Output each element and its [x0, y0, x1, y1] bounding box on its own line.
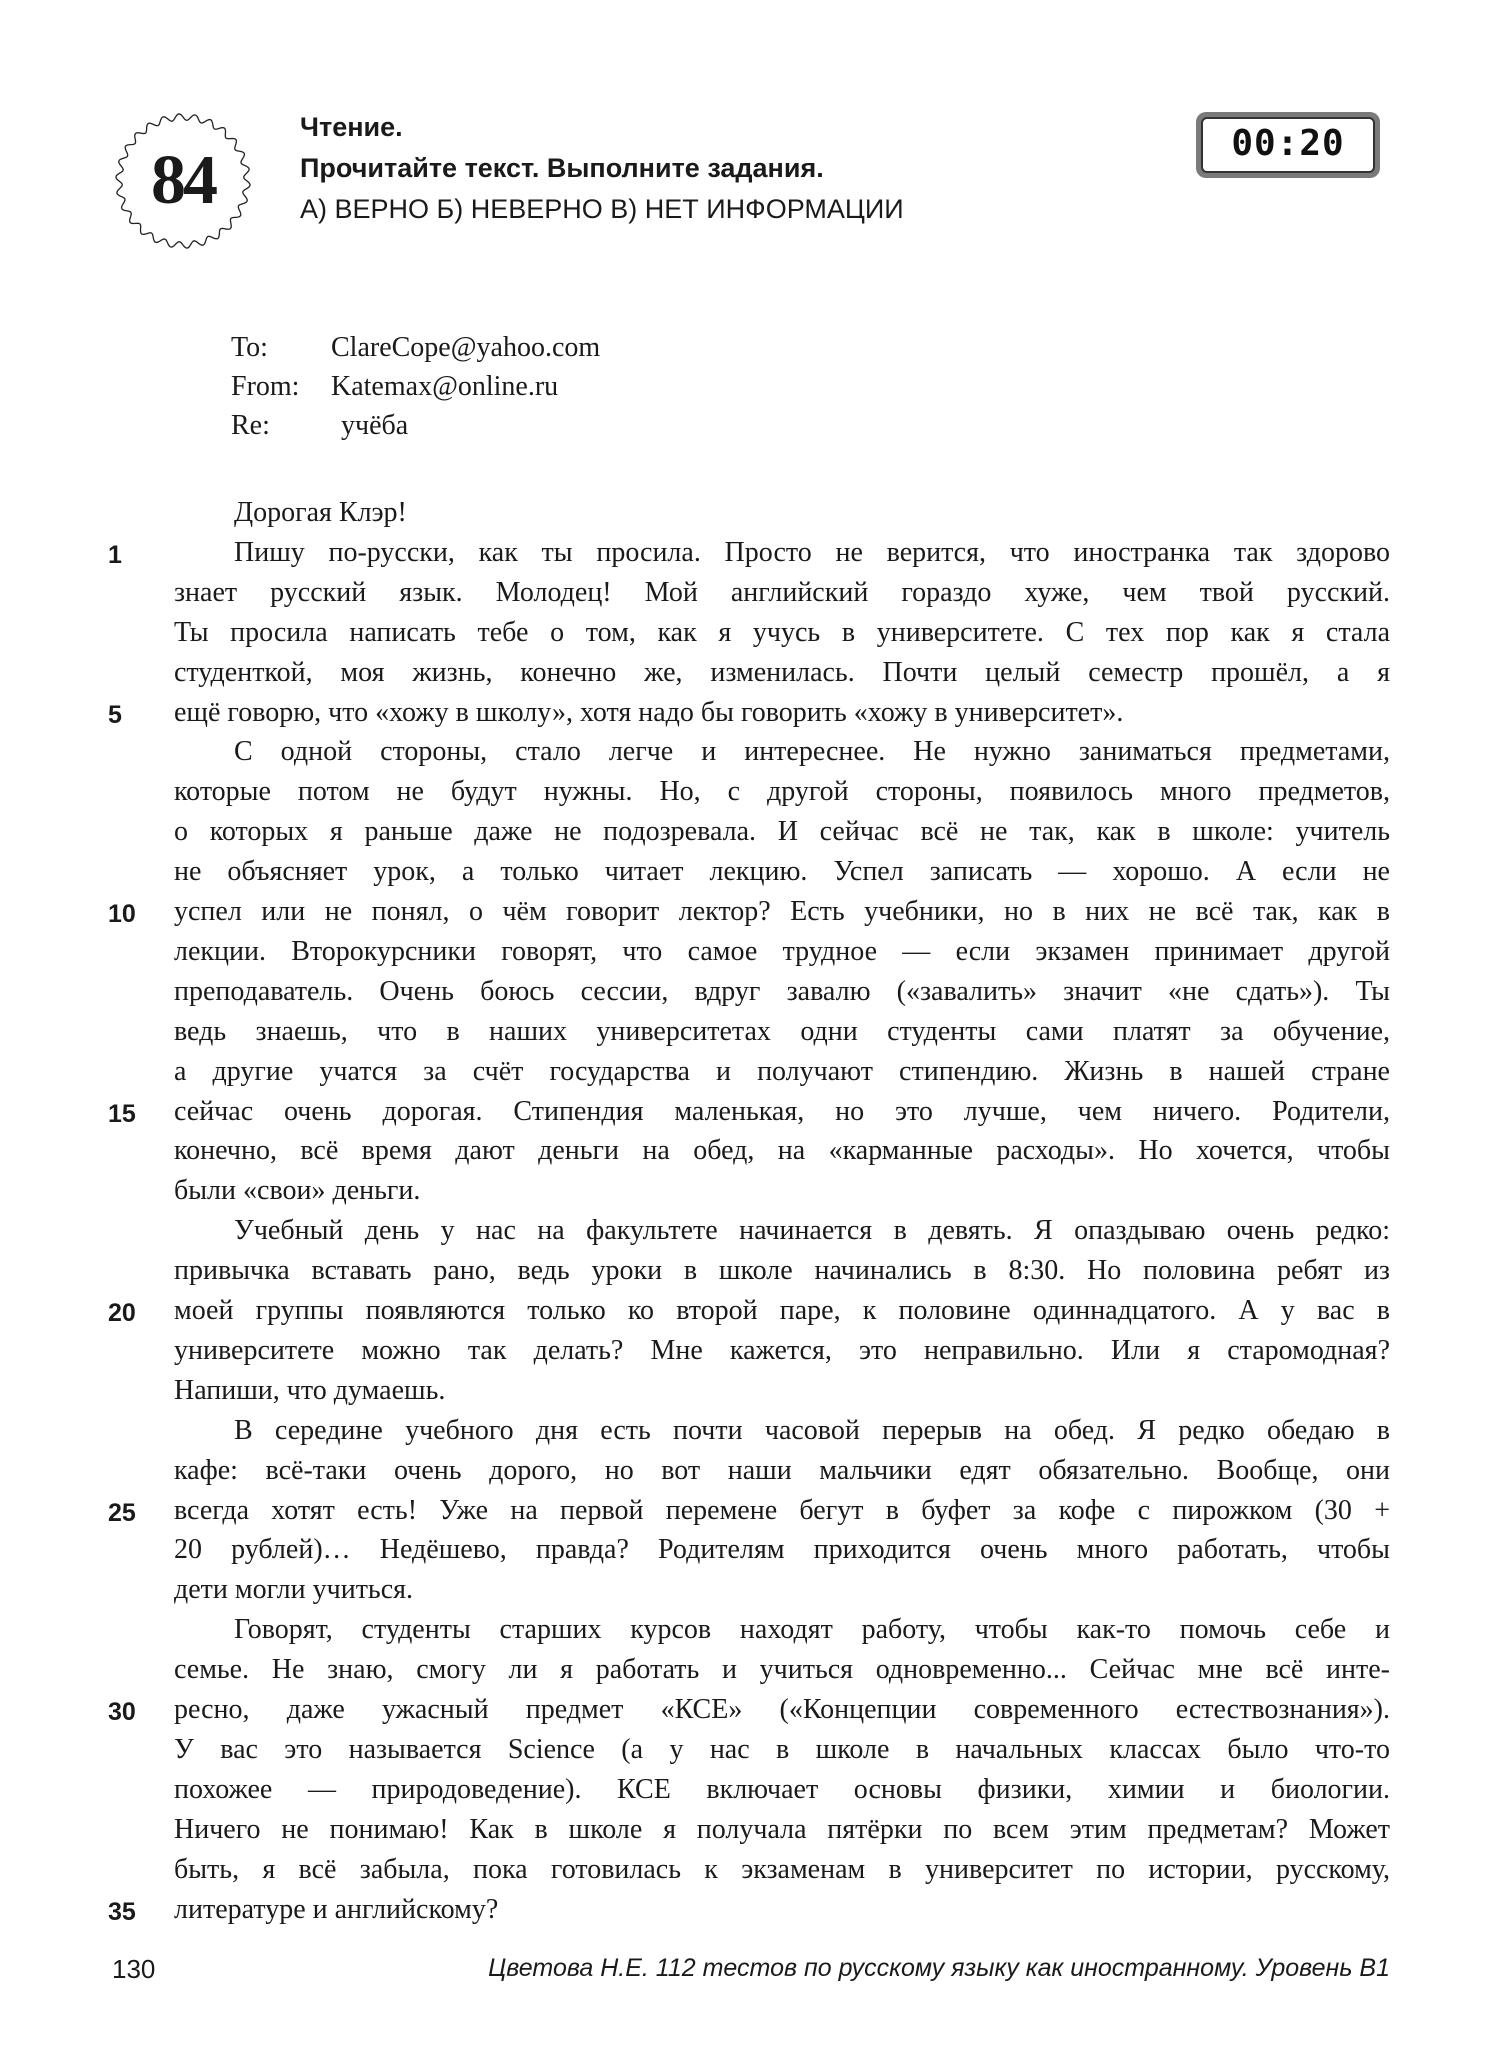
text-line: быть, я всё забыла, пока готовилась к экзаменам в университет по истории, русскому,: [174, 1853, 1390, 1885]
text-line: о которых я раньше даже не подозревала. И сейчас всё не так, как в школе: учитель: [174, 816, 1390, 848]
line-number: 1: [108, 540, 122, 569]
line-number: 10: [108, 900, 136, 928]
text-line: кафе: всё-таки очень дорого, но вот наши мальчики едят обязательно. Вообще, они: [174, 1454, 1390, 1486]
text-line: а другие учатся за счёт государства и получают стипендию. Жизнь в нашей стране: [174, 1055, 1390, 1087]
from-address: Katemax@online.ru: [331, 371, 559, 402]
text-line: Пишу по-русски, как ты просила. Просто не верится, что иностранка так здорово: [234, 536, 1390, 568]
from-label: From:: [231, 371, 300, 402]
text-line: похожее — природоведение). КСЕ включает основы физики, химии и биологии.: [174, 1773, 1390, 1805]
text-line: были «свои» деньги.: [174, 1175, 421, 1207]
to-address: ClareCope@yahoo.com: [331, 332, 601, 363]
text-line: 20 рублей)… Недёшево, правда? Родителям приходится очень много работать, чтобы: [174, 1534, 1390, 1566]
book-reference: Цветова Н.Е. 112 тестов по русскому языку как иностранному. Уровень В1: [488, 1954, 1390, 1982]
text-line: Учебный день у нас на факультете начинается в девять. Я опаздываю очень редко:: [234, 1215, 1390, 1247]
text-line: С одной стороны, стало легче и интереснее. Не нужно заниматься предметами,: [234, 736, 1390, 768]
text-line: студенткой, моя жизнь, конечно же, изменилась. Почти целый семестр прошёл, а я: [174, 656, 1390, 688]
page-number: 130: [112, 1954, 156, 1984]
section-title: Чтение.: [300, 112, 403, 142]
text-line: ресно, даже ужасный предмет «КСЕ» («Концепции современного естествознания»).: [174, 1694, 1390, 1725]
timer: [1196, 112, 1380, 178]
text-line: знает русский язык. Молодец! Мой английский гораздо хуже, чем твой русский.: [174, 576, 1390, 608]
text-line: В середине учебного дня есть почти часовой перерыв на обед. Я редко обедаю в: [234, 1414, 1390, 1446]
text-line: сейчас очень дорогая. Стипендия маленькая, но это лучше, чем ничего. Родители,: [174, 1095, 1390, 1127]
text-line: Говорят, студенты старших курсов находят работу, чтобы как-то помочь себе и: [234, 1614, 1390, 1646]
text-line: университете можно так делать? Мне кажется, это неправильно. Или я старомодная?: [174, 1334, 1390, 1366]
text-line: которые потом не будут нужны. Но, с другой стороны, появилось много предметов,: [174, 776, 1390, 808]
text-line: конечно, всё время дают деньги на обед, на «карманные расходы». Но хочется, чтобы: [174, 1135, 1390, 1167]
line-number: 15: [108, 1099, 136, 1128]
re-label: Re:: [231, 410, 270, 441]
line-number: 30: [108, 1698, 136, 1726]
text-line: Напиши, что думаешь.: [174, 1374, 446, 1406]
line-number: 25: [108, 1498, 136, 1527]
timer-value: 00:20: [1201, 117, 1375, 173]
text-line: литературе и английскому?: [174, 1893, 499, 1925]
text-line: моей группы появляются только ко второй паре, к половине одиннадцатого. А у вас в: [174, 1295, 1390, 1326]
text-line: У вас это называется Science (а у нас в школе в начальных классах было что-то: [174, 1733, 1390, 1765]
email-subject: [231, 410, 408, 442]
line-number: 20: [108, 1299, 136, 1327]
line-number: 35: [108, 1897, 136, 1926]
text-line: преподаватель. Очень боюсь сессии, вдруг завалю («завалить» значит «не сдать»). Ты: [174, 975, 1390, 1007]
answer-options: А) ВЕРНО Б) НЕВЕРНО В) НЕТ ИНФОРМАЦИИ: [300, 194, 904, 224]
text-line: привычка вставать рано, ведь уроки в школе начинались в 8:30. Но половина ребят из: [174, 1255, 1390, 1287]
line-number: 5: [108, 700, 122, 729]
text-line: успел или не понял, о чём говорит лектор? Есть учебники, но в них не всё так, как в: [174, 896, 1390, 927]
instruction: Прочитайте текст. Выполните задания.: [300, 153, 824, 183]
text-line: ведь знаешь, что в наших университетах одни студенты сами платят за обучение,: [174, 1015, 1390, 1047]
text-line: дети могли учиться.: [174, 1574, 414, 1606]
subject: учёба: [341, 410, 409, 441]
text-line: ещё говорю, что «хожу в школу», хотя надо бы говорить «хожу в университет».: [174, 696, 1124, 728]
text-line: всегда хотят есть! Уже на первой перемене бегут в буфет за кофе с пирожком (30 +: [174, 1494, 1390, 1526]
text-line: лекции. Второкурсники говорят, что самое трудное — если экзамен принимает другой: [174, 935, 1390, 967]
to-label: To:: [231, 332, 268, 363]
text-line: не объясняет урок, а только читает лекцию. Успел записать — хорошо. А если не: [174, 856, 1390, 888]
email-to: [231, 332, 600, 364]
text-line: Дорогая Клэр!: [234, 497, 407, 528]
text-line: семье. Не знаю, смогу ли я работать и учиться одновременно... Сейчас мне всё инте-: [174, 1654, 1390, 1686]
text-line: Ничего не понимаю! Как в школе я получала пятёрки по всем этим предметам? Может: [174, 1813, 1390, 1845]
text-line: Ты просила написать тебе о том, как я учусь в университете. С тех пор как я стала: [174, 616, 1390, 648]
email-from: [231, 371, 558, 403]
exercise-number: 84: [151, 142, 215, 219]
exercise-number-badge: [112, 110, 254, 252]
